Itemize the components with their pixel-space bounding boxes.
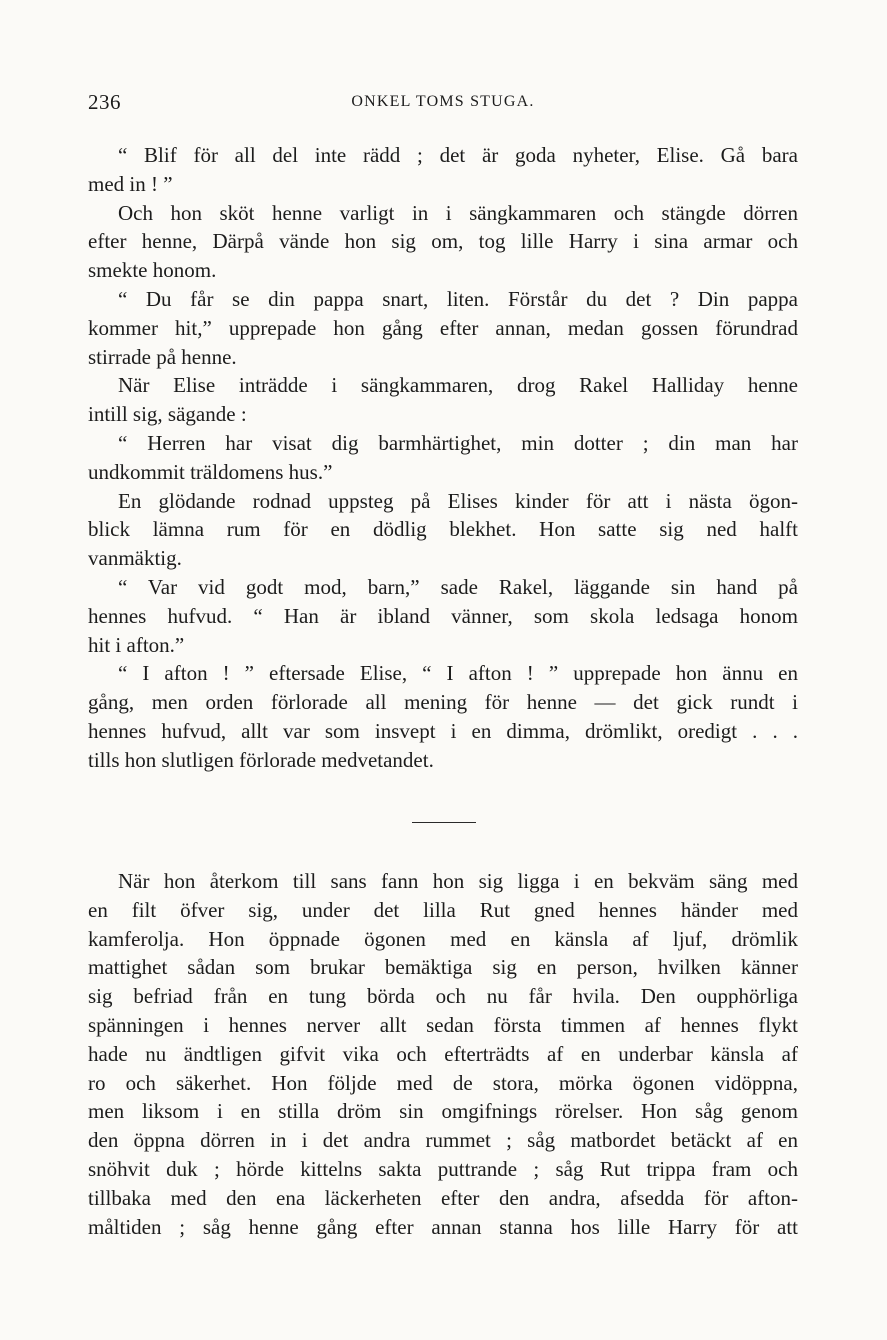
text-line: med in ! ” bbox=[88, 171, 173, 196]
text-line: blick lämna rum för en dödlig blekhet. Hon satte sig ned halft bbox=[88, 517, 798, 542]
page-header bbox=[88, 90, 798, 116]
text-line: efter henne, Därpå vände hon sig om, tog lille Harry i sina armar och bbox=[88, 229, 798, 254]
text-line: smekte honom. bbox=[88, 258, 217, 283]
text-line: vanmäktig. bbox=[88, 546, 182, 571]
text-line: sig befriad från en tung börda och nu får hvila. Den oupphörliga bbox=[88, 984, 798, 1009]
text-line: intill sig, sägande : bbox=[88, 402, 247, 427]
text-line: Och hon sköt henne varligt in i sängkammaren och stängde dörren bbox=[118, 200, 798, 225]
page-number: 236 bbox=[88, 90, 121, 114]
text-line: ro och säkerhet. Hon följde med de stora, mörka ögonen vidöppna, bbox=[88, 1070, 798, 1095]
text-line: snöhvit duk ; hörde kittelns sakta puttrande ; såg Rut trippa fram och bbox=[88, 1156, 798, 1181]
text-line: hit i afton.” bbox=[88, 632, 185, 657]
text-line: kamferolja. Hon öppnade ögonen med en känsla af ljuf, drömlik bbox=[88, 926, 798, 951]
text-line: men liksom i en stilla dröm sin omgifnings rörelser. Hon såg genom bbox=[88, 1099, 798, 1124]
text-line: en filt öfver sig, under det lilla Rut gned hennes händer med bbox=[88, 897, 798, 922]
text-line: måltiden ; såg henne gång efter annan stanna hos lille Harry för att bbox=[88, 1214, 798, 1239]
text-line: När Elise inträdde i sängkammaren, drog Rakel Halliday henne bbox=[118, 373, 798, 398]
text-line: hade nu ändtligen gifvit vika och efterträdts af en underbar känsla af bbox=[88, 1041, 798, 1066]
text-line: mattighet sådan som brukar bemäktiga sig en person, hvilken känner bbox=[88, 955, 798, 980]
section-divider bbox=[412, 822, 476, 823]
text-line: tillbaka med den ena läckerheten efter den andra, afsedda för afton- bbox=[88, 1185, 798, 1210]
text-line: stirrade på henne. bbox=[88, 344, 237, 369]
body-text-section-2 bbox=[88, 867, 798, 1241]
body-text-section-1 bbox=[88, 141, 798, 775]
text-line: “ I afton ! ” eftersade Elise, “ I afton ! ” upprepade hon ännu en bbox=[118, 661, 798, 686]
running-title: ONKEL TOMS STUGA. bbox=[351, 93, 535, 110]
text-line: När hon återkom till sans fann hon sig ligga i en bekväm säng med bbox=[118, 869, 798, 893]
text-line: “ Du får se din pappa snart, liten. Förstår du det ? Din pappa bbox=[118, 286, 798, 311]
text-line: hennes hufvud. “ Han är ibland vänner, som skola ledsaga honom bbox=[88, 603, 798, 628]
text-line: “ Herren har visat dig barmhärtighet, min dotter ; din man har bbox=[118, 430, 798, 455]
text-line: En glödande rodnad uppsteg på Elises kinder för att i nästa ögon- bbox=[118, 488, 798, 513]
text-line: spänningen i hennes nerver allt sedan första timmen af hennes flykt bbox=[88, 1012, 798, 1037]
text-line: tills hon slutligen förlorade medvetandet. bbox=[88, 747, 434, 772]
text-line: hennes hufvud, allt var som insvept i en dimma, drömlikt, oredigt . . . bbox=[88, 718, 798, 743]
text-line: “ Var vid godt mod, barn,” sade Rakel, läggande sin hand på bbox=[118, 574, 798, 599]
text-line: undkommit träldomens hus.” bbox=[88, 459, 333, 484]
text-line: gång, men orden förlorade all mening för henne — det gick rundt i bbox=[88, 690, 798, 715]
text-line: “ Blif för all del inte rädd ; det är goda nyheter, Elise. Gå bara bbox=[118, 143, 798, 167]
text-line: den öppna dörren in i det andra rummet ; såg matbordet betäckt af en bbox=[88, 1128, 798, 1153]
text-line: kommer hit,” upprepade hon gång efter annan, medan gossen förundrad bbox=[88, 315, 798, 340]
